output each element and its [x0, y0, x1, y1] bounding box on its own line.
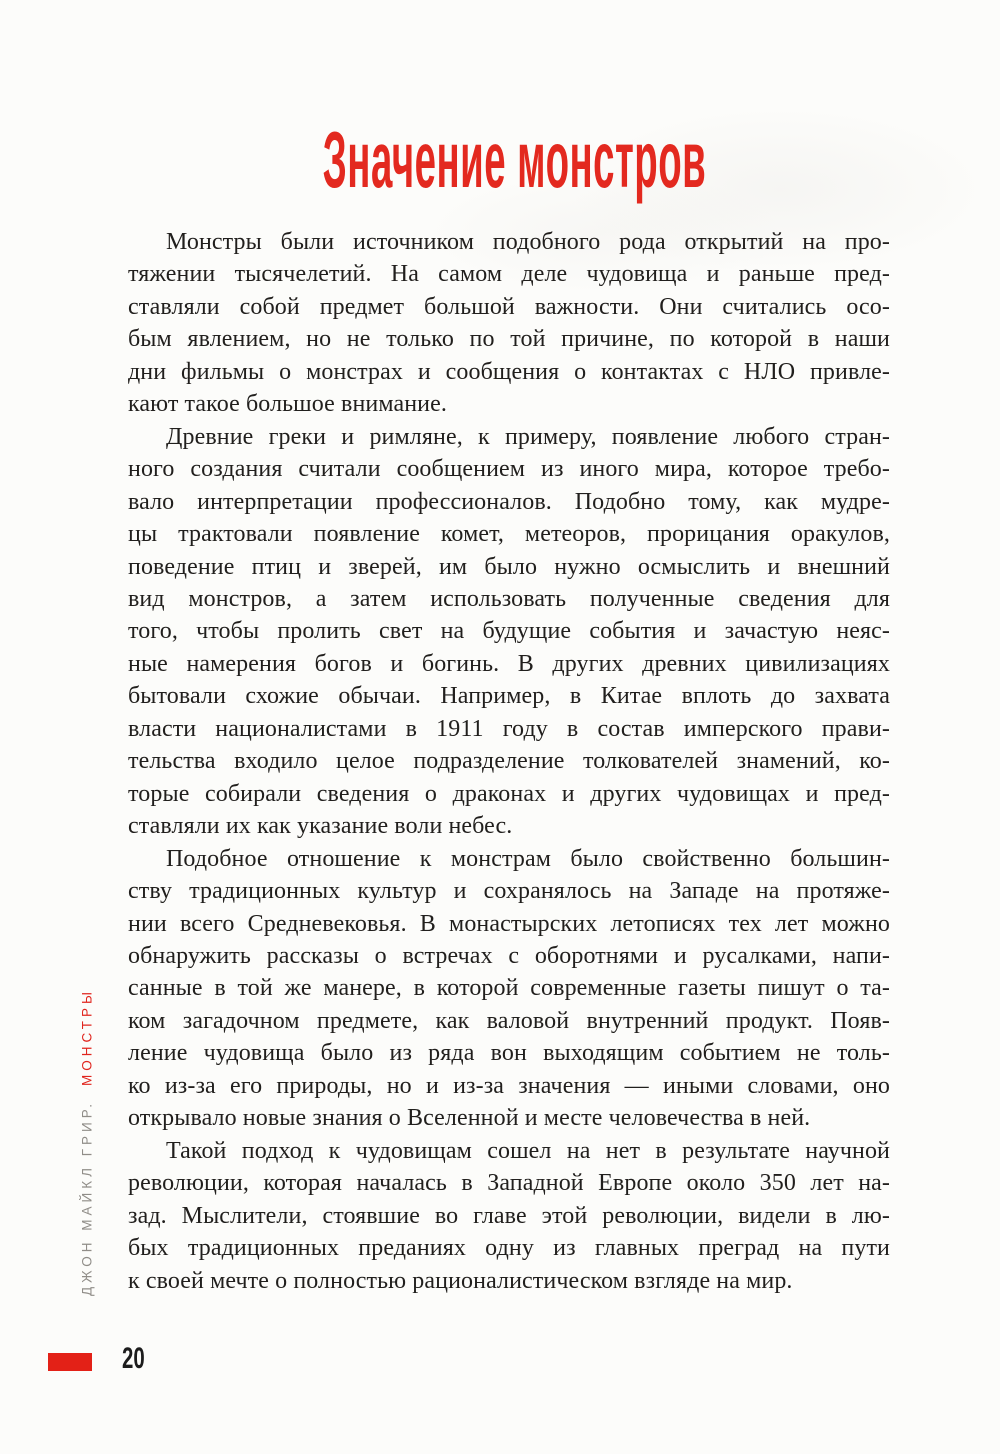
- body-line: открывало новые знания о Вселенной и месте человечества в ней.: [128, 1105, 811, 1132]
- body-line: ству традиционных культур и сохранялось на Западе на протяже-: [128, 878, 890, 905]
- spine: [74, 930, 100, 1296]
- body-line: тяжении тысячелетий. На самом деле чудовища и раньше пред-: [128, 261, 890, 288]
- body-line: поведение птиц и зверей, им было нужно осмыслить и внешний: [128, 553, 890, 580]
- body-line: Древние греки и римляне, к примеру, появление любого стран-: [166, 423, 890, 450]
- body-line: дни фильмы о монстрах и сообщения о контактах с НЛО привле-: [128, 358, 890, 385]
- body-line: ного создания считали сообщением из иного мира, которое требо-: [128, 456, 890, 483]
- body-line: вало интерпретации профессионалов. Подобно тому, как мудре-: [128, 488, 890, 515]
- body-line: Такой подход к чудовищам сошел на нет в результате научной: [166, 1137, 890, 1164]
- body-line: бытовали схожие обычаи. Например, в Китае вплоть до захвата: [128, 683, 890, 710]
- body-line: ление чудовища было из ряда вон выходящим событием не толь-: [128, 1040, 890, 1067]
- body-line: Подобное отношение к монстрам было свойственно большин-: [166, 845, 890, 872]
- footer-marker: [48, 1353, 92, 1371]
- body-line: революции, которая началась в Западной Европе около 350 лет на-: [128, 1170, 890, 1197]
- body-line: цы трактовали появление комет, метеоров, прорицания оракулов,: [128, 521, 890, 548]
- page-title: Значение монстров: [322, 115, 706, 204]
- body-line: ко из-за его природы, но и из-за значения — иными словами, оно: [128, 1072, 890, 1099]
- body-line: санные в той же манере, в которой современные газеты пишут о та-: [128, 975, 890, 1002]
- body-text: [128, 226, 890, 1297]
- spine-book-title: МОНСТРЫ: [79, 988, 95, 1087]
- body-line: вид монстров, а затем использовать полученные сведения для: [128, 585, 890, 612]
- body-line: бым явлением, но не только по той причине, по которой в наши: [128, 326, 890, 353]
- body-line: тельства входило целое подразделение толкователей знамений, ко-: [128, 748, 890, 775]
- body-line: бых традиционных преданиях одну из главных преград на пути: [128, 1235, 890, 1262]
- body-line: кают такое большое внимание.: [128, 391, 447, 418]
- body-line: обнаружить рассказы о встречах с оборотнями и русалками, напи-: [128, 942, 890, 969]
- body-line: Монстры были источником подобного рода открытий на про-: [166, 229, 890, 255]
- body-line: власти националистами в 1911 году в состав имперского прави-: [128, 715, 890, 742]
- body-line: нии всего Средневековья. В монастырских летописях тех лет можно: [128, 910, 890, 937]
- body-line: к своей мечте о полностью рационалистическом взгляде на мир.: [128, 1267, 793, 1294]
- body-line: ком загадочном предмете, как валовой внутренний продукт. Появ-: [128, 1007, 890, 1034]
- body-line: ставляли собой предмет большой важности. Они считались осо-: [128, 293, 890, 320]
- body-line: торые собирали сведения о драконах и других чудовищах и пред-: [128, 780, 890, 807]
- page-number: 20: [122, 1342, 145, 1375]
- body-line: ставляли их как указание воли небес.: [128, 813, 513, 840]
- body-line: того, чтобы пролить свет на будущие события и зачастую неяс-: [128, 618, 890, 645]
- body-line: ные намерения богов и богинь. В других древних цивилизациях: [128, 650, 890, 677]
- spine-author: ДЖОН МАЙКЛ ГРИР.: [79, 1100, 95, 1296]
- body-line: зад. Мыслители, стоявшие во главе этой революции, видели в лю-: [128, 1202, 890, 1229]
- chapter-title-wrap: [14, 112, 1000, 208]
